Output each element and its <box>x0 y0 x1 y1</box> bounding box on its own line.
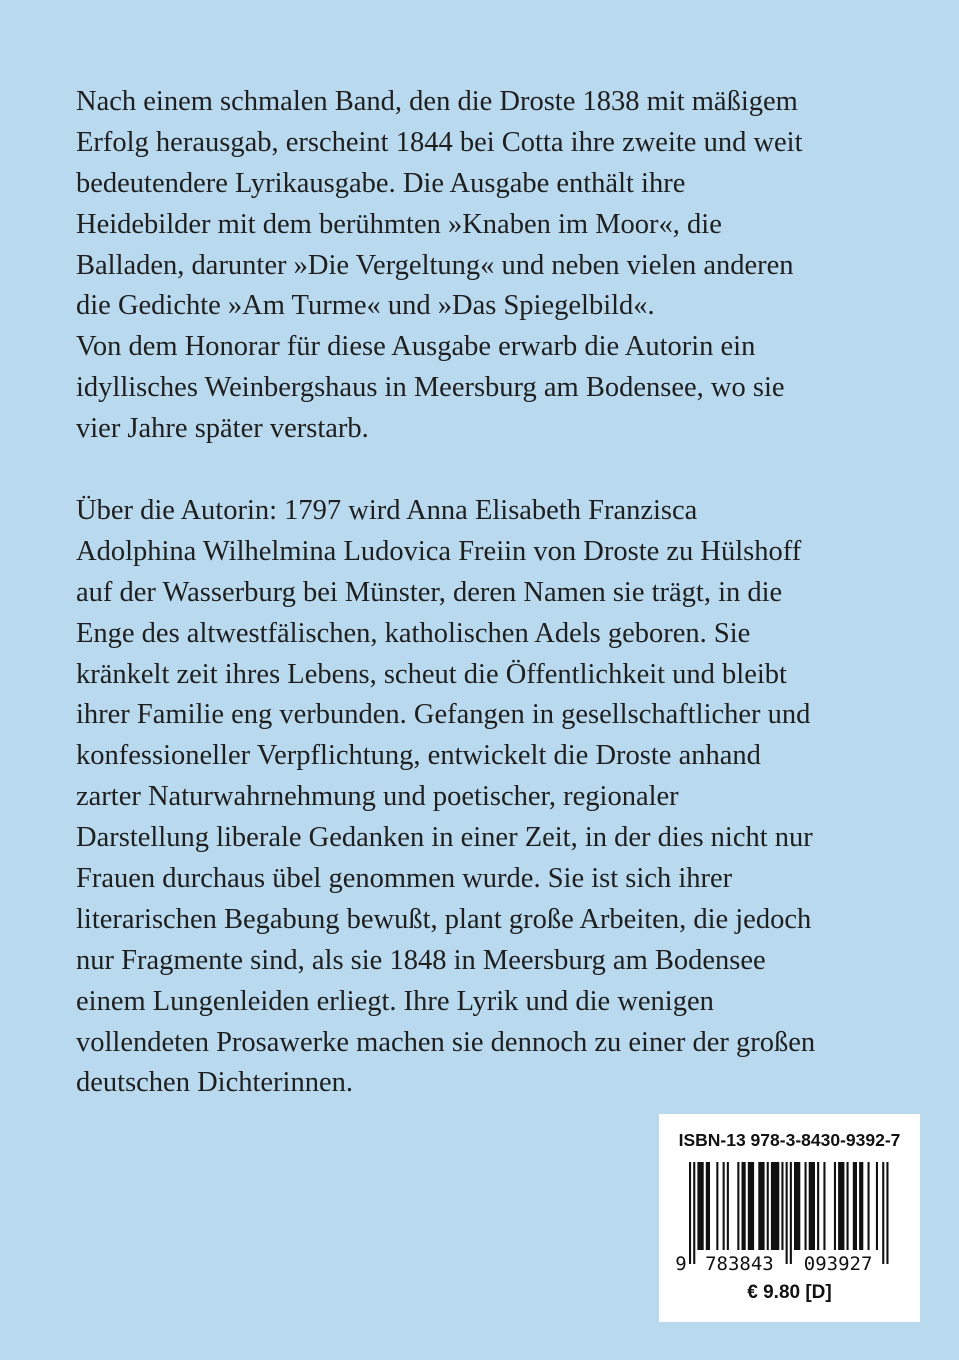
text-line: ihrer Familie eng verbunden. Gefangen in gesellschaftlicher und <box>76 699 811 731</box>
barcode-guard-bar <box>689 1162 691 1264</box>
text-line: konfessioneller Verpflichtung, entwickelt die Droste anhand <box>76 740 761 772</box>
barcode-guard-bar <box>786 1162 788 1264</box>
barcode-bar <box>817 1162 819 1250</box>
isbn-label: ISBN-13 978-3-8430-9392-7 <box>678 1130 901 1150</box>
barcode-bar <box>742 1162 746 1250</box>
barcode-bar <box>823 1162 825 1250</box>
text-line: Frauen durchaus übel genommen wurde. Sie ist sich ihrer <box>76 863 733 895</box>
barcode-bar <box>727 1162 729 1250</box>
text-line: Über die Autorin: 1797 wird Anna Elisabeth Franzisca <box>76 495 698 526</box>
barcode-bar <box>853 1162 857 1250</box>
barcode-bar <box>771 1162 779 1250</box>
barcode-bar <box>794 1162 800 1250</box>
text-line: kränkelt zeit ihres Lebens, scheut die Öffentlichkeit und bleibt <box>76 658 787 690</box>
barcode-bar <box>876 1162 878 1250</box>
text-line: nur Fragmente sind, als sie 1848 in Meersburg am Bodensee <box>76 944 766 976</box>
barcode-bar <box>847 1162 849 1250</box>
text-line: Adolphina Wilhelmina Ludovica Freiin von Droste zu Hülshoff <box>76 535 802 567</box>
text-line: auf der Wasserburg bei Münster, deren Namen sie trägt, in die <box>76 576 783 608</box>
text-line: Balladen, darunter »Die Vergeltung« und neben vielen anderen <box>76 249 794 281</box>
barcode-bar <box>838 1162 844 1250</box>
text-line: vollendeten Prosawerke machen sie dennoch zu einer der großen <box>76 1026 816 1058</box>
text-line: Von dem Honorar für diese Ausgabe erwarb die Autorin ein <box>76 331 756 363</box>
text-line: die Gedichte »Am Turme« und »Das Spiegelbild«. <box>76 290 655 322</box>
barcode-bar <box>781 1162 783 1250</box>
barcode-bar <box>859 1162 863 1250</box>
text-line: deutschen Dichterinnen. <box>76 1067 353 1099</box>
text-line: Heidebilder mit dem berühmten »Knaben im Moor«, die <box>76 208 722 240</box>
barcode-guard-bar <box>882 1162 884 1264</box>
price-label: € 9.80 [D] <box>747 1282 832 1303</box>
barcode-bars <box>689 1162 889 1264</box>
text-line: bedeutendere Lyrikausgabe. Die Ausgabe enthält ihre <box>76 167 686 199</box>
text-line: idyllisches Weinbergshaus in Meersburg am Bodensee, wo sie <box>76 372 785 404</box>
text-line: einem Lungenleiden erliegt. Ihre Lyrik und die wenigen <box>76 985 714 1017</box>
text-line: Nach einem schmalen Band, den die Droste 1838 mit mäßigem <box>76 86 798 117</box>
author-bio-paragraph <box>76 491 916 1104</box>
barcode-bar <box>805 1162 807 1250</box>
barcode-bar <box>737 1162 739 1250</box>
text-line: Enge des altwestfälischen, katholischen Adels geboren. Sie <box>76 617 751 649</box>
barcode-first-digit: 9 <box>675 1253 687 1274</box>
text-line: Erfolg herausgab, erscheint 1844 bei Cotta ihre zweite und weit <box>76 126 803 158</box>
barcode-right-digits: 093927 <box>803 1253 873 1274</box>
barcode-guard-bar <box>790 1162 792 1264</box>
barcode-bar <box>748 1162 754 1250</box>
barcode-bar <box>716 1162 718 1250</box>
barcode-guard-bar <box>886 1162 888 1264</box>
description-paragraph <box>76 82 916 450</box>
barcode-bar <box>723 1162 725 1250</box>
ean13-barcode <box>675 1162 905 1274</box>
barcode-panel <box>659 1114 920 1322</box>
text-line: vier Jahre später verstarb. <box>76 413 369 445</box>
barcode-bar <box>809 1162 815 1250</box>
barcode-bar <box>767 1162 769 1250</box>
barcode-bar <box>834 1162 836 1250</box>
text-line: literarischen Begabung bewußt, plant große Arbeiten, die jedoch <box>76 903 812 935</box>
barcode-guard-bar <box>693 1162 695 1264</box>
barcode-bar <box>758 1162 764 1250</box>
text-line: zarter Naturwahrnehmung und poetischer, regionaler <box>76 781 679 813</box>
barcode-bar <box>868 1162 870 1250</box>
barcode-bar <box>697 1162 703 1250</box>
barcode-bar <box>706 1162 710 1250</box>
barcode-left-digits: 783843 <box>705 1253 774 1274</box>
text-line: Darstellung liberale Gedanken in einer Zeit, in der dies nicht nur <box>76 822 813 854</box>
